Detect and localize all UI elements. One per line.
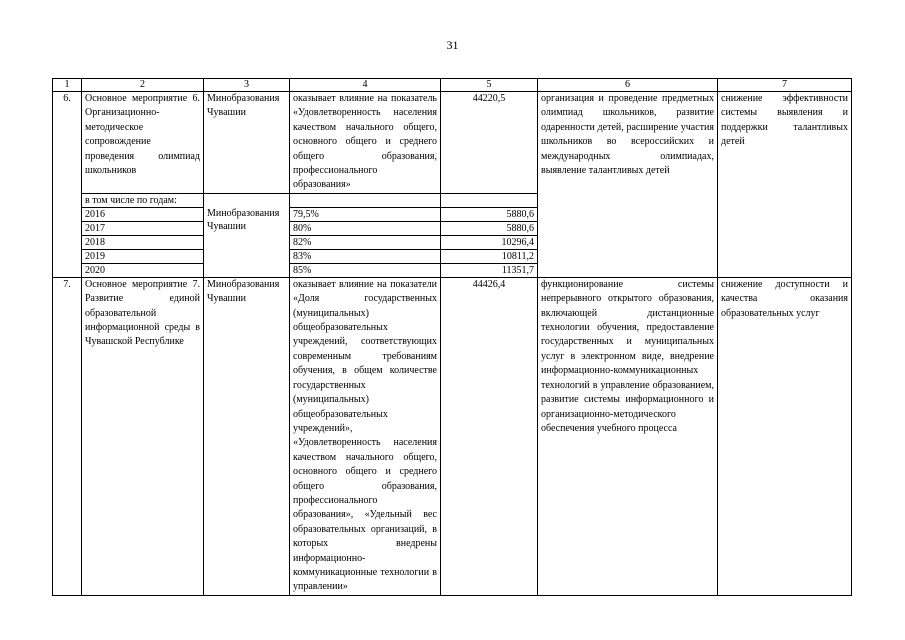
row6-year-amount: 5880,6 <box>441 221 538 235</box>
row6-year-amount: 11351,7 <box>441 263 538 277</box>
row7-measure: Основное мероприятие 7. Развитие единой образовательной информационной среды в Чувашской Республике <box>82 277 204 595</box>
header-col-1: 1 <box>53 79 82 92</box>
row7-indicator: оказывает влияние на показатели «Доля государственных (муниципальных) общеобразовательных учреждений, соответствующих современным требованиям обучения, в общем количестве государственных (муниципальных) общеобразовательных учреждений», «Удовлетворенность населения качеством начального общего, основного общего и среднего общего образования, профессионального образования», «Удельный вес образовательных организаций, в которых внедрены информационно-коммуникационные технологии в управлении» <box>290 277 441 595</box>
row7-results: функционирование системы непрерывного открытого образования, включающей дистанционные технологии обучения, предоставление государственных и муниципальных услуг в электронном виде, внедрение информационно-коммуникационных технологий в управление образованием, развитие системы информационного и организационно-методического обеспечения учебного процесса <box>538 277 718 595</box>
row6-consequences: снижение эффективности системы выявления и поддержки талантливых детей <box>718 92 852 278</box>
row6-year-amount: 10811,2 <box>441 249 538 263</box>
row6-by-years-label: в том числе по годам: <box>82 193 204 207</box>
row6-year: 2018 <box>82 235 204 249</box>
header-col-6: 6 <box>538 79 718 92</box>
table-header-row <box>53 79 852 92</box>
row6-year: 2020 <box>82 263 204 277</box>
row6-by-years-empty-amount <box>441 193 538 207</box>
row6-year-percent: 79,5% <box>290 207 441 221</box>
row7-executor: Минобразования Чувашии <box>204 277 290 595</box>
table-row <box>53 277 852 595</box>
header-col-5: 5 <box>441 79 538 92</box>
header-col-4: 4 <box>290 79 441 92</box>
row6-year-amount: 10296,4 <box>441 235 538 249</box>
header-col-2: 2 <box>82 79 204 92</box>
row6-year: 2017 <box>82 221 204 235</box>
row7-consequences: снижение доступности и качества оказания образовательных услуг <box>718 277 852 595</box>
row6-indicator: оказывает влияние на показатель «Удовлетворенность населения качеством начального общего, основного общего и среднего общего образования, профессионального образования» <box>290 92 441 194</box>
row7-number: 7. <box>53 277 82 595</box>
row6-by-years-empty <box>290 193 441 207</box>
row6-year-percent: 83% <box>290 249 441 263</box>
header-col-3: 3 <box>204 79 290 92</box>
row6-year: 2016 <box>82 207 204 221</box>
row6-year-percent: 85% <box>290 263 441 277</box>
row6-year-percent: 80% <box>290 221 441 235</box>
row6-year-amount: 5880,6 <box>441 207 538 221</box>
row6-results: организация и проведение предметных олимпиад школьников, развитие одаренности детей, расширение участия школьников во всероссийских и международных олимпиадах, выявление талантливых детей <box>538 92 718 278</box>
row7-amount: 44426,4 <box>441 277 538 595</box>
row6-executor: Минобразования Чувашии <box>204 92 290 194</box>
row6-measure: Основное мероприятие 6. Организационно-методическое сопровождение проведения олимпиад школьников <box>82 92 204 194</box>
row6-years-executor-top <box>204 193 290 207</box>
row6-year-percent: 82% <box>290 235 441 249</box>
header-col-7: 7 <box>718 79 852 92</box>
row6-year: 2019 <box>82 249 204 263</box>
row6-years-executor: Минобразования Чувашии <box>204 207 290 277</box>
row6-amount: 44220,5 <box>441 92 538 194</box>
table-row <box>53 92 852 194</box>
page-number: 31 <box>446 38 459 52</box>
row6-number: 6. <box>53 92 82 278</box>
program-table <box>52 78 852 596</box>
